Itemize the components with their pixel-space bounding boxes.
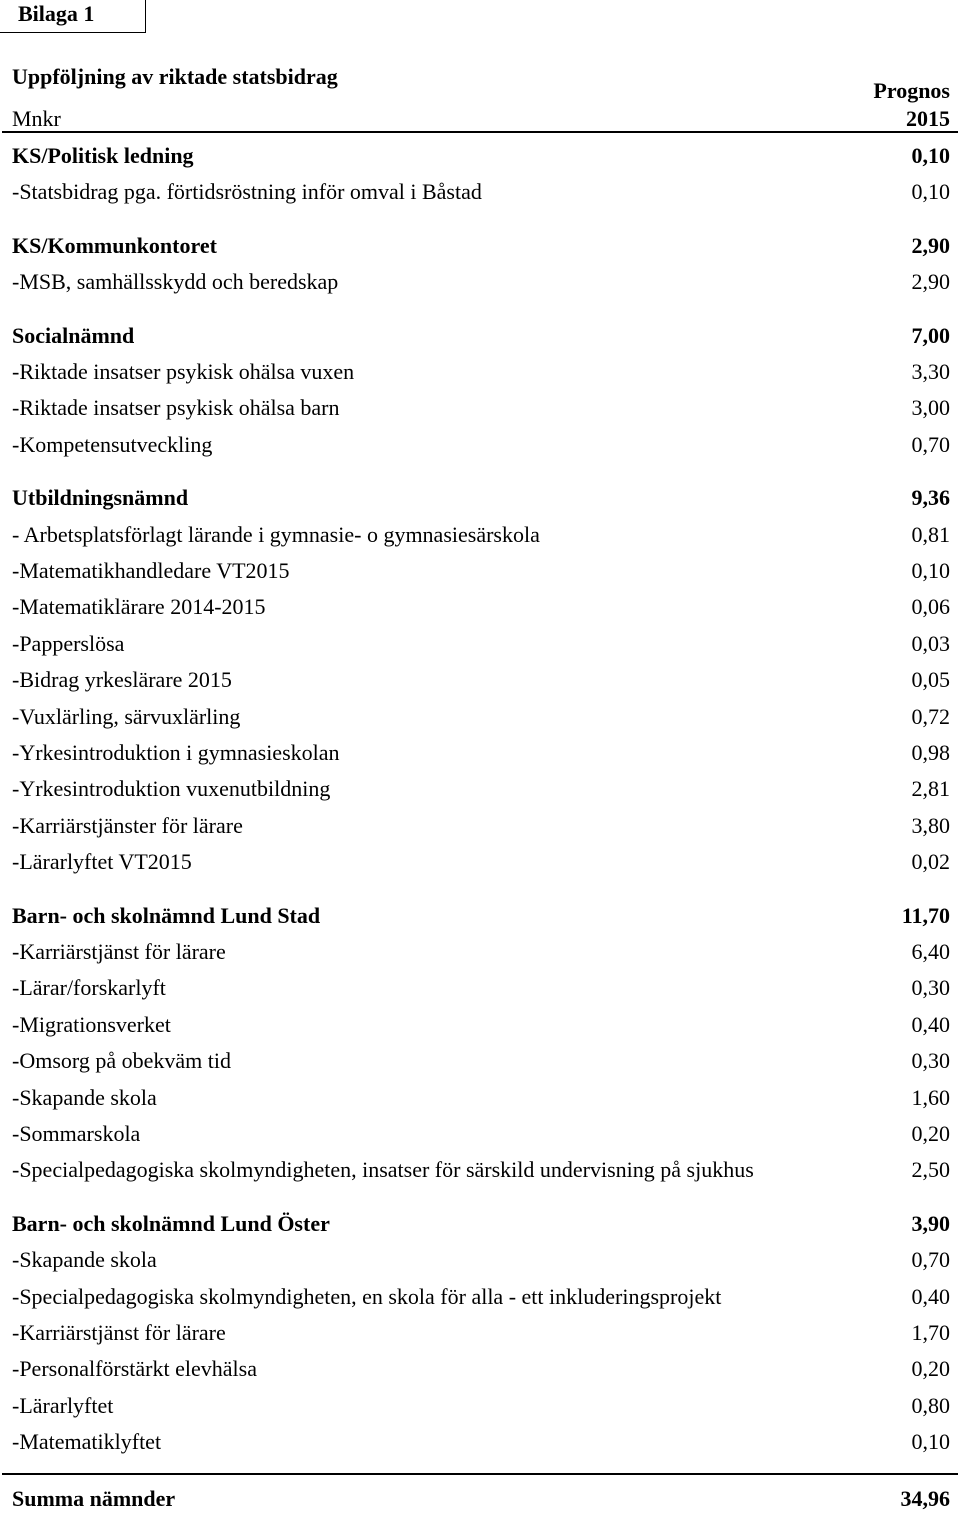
grant-item-value: 0,80 (911, 1392, 950, 1418)
grant-item-label: -Yrkesintroduktion i gymnasieskolan (12, 740, 340, 765)
summary-row (12, 1484, 950, 1514)
grant-item-value: 0,02 (911, 849, 950, 875)
grant-item-label: -Statsbidrag pga. förtidsröstning inför omval i Båstad (12, 179, 482, 205)
grant-item-value: 0,98 (911, 740, 950, 765)
grant-item-label: -MSB, samhällsskydd och beredskap (12, 269, 339, 295)
grant-item-value: 0,70 (911, 431, 950, 457)
grant-item-label: -Yrkesintroduktion vuxenutbildning (12, 776, 331, 802)
grant-item-row (12, 738, 950, 768)
group-name: KS/Kommunkontoret (12, 232, 217, 258)
grant-item-label: -Kompetensutveckling (12, 431, 213, 457)
summary-value: 34,96 (900, 1486, 950, 1511)
grant-item-row (12, 937, 950, 967)
group-total: 3,90 (911, 1210, 950, 1236)
group-total: 7,00 (911, 322, 950, 348)
grant-item-row (12, 847, 950, 877)
grant-item-row (12, 177, 950, 207)
grant-item-label: - Arbetsplatsförlagt lärande i gymnasie- o gymnasiesärskola (12, 521, 540, 547)
group-name: Socialnämnd (12, 322, 135, 348)
grant-item-label: -Skapande skola (12, 1247, 157, 1273)
grant-item-row (12, 1427, 950, 1457)
grant-item-row (12, 1391, 950, 1421)
grant-item-row (12, 1282, 950, 1312)
grant-item-label: -Matematikhandledare VT2015 (12, 558, 290, 583)
group-total: 2,90 (911, 232, 950, 258)
document-title: Uppföljning av riktade statsbidrag (12, 64, 338, 89)
grant-item-value: 0,10 (911, 179, 950, 205)
grant-item-value: 0,06 (911, 594, 950, 620)
grant-item-label: -Vuxlärling, särvuxlärling (12, 703, 241, 729)
grant-item-row (12, 556, 950, 586)
group-name: Utbildningsnämnd (12, 485, 189, 511)
grant-item-row (12, 973, 950, 1003)
grant-item-label: -Omsorg på obekväm tid (12, 1048, 231, 1074)
grant-item-value: 0,10 (911, 1429, 950, 1455)
grant-item-label: -Specialpedagogiska skolmyndigheten, insatser för särskild undervisning på sjukhus (12, 1157, 754, 1183)
group-header-row (12, 483, 950, 513)
group-header-row (12, 901, 950, 931)
grant-item-value: 0,81 (911, 521, 950, 547)
group-total: 0,10 (911, 143, 950, 168)
grant-item-row (12, 1046, 950, 1076)
grant-item-label: -Personalförstärkt elevhälsa (12, 1356, 257, 1382)
grant-item-row (12, 629, 950, 659)
grant-item-row (12, 592, 950, 622)
grant-item-row (12, 1083, 950, 1113)
grant-item-value: 2,50 (911, 1157, 950, 1183)
grant-item-value: 0,20 (911, 1121, 950, 1146)
grant-item-label: -Riktade insatser psykisk ohälsa barn (12, 395, 340, 421)
grant-item-row (12, 774, 950, 804)
group-header-row (12, 321, 950, 351)
column-header-year: 2015 (906, 106, 950, 131)
grant-item-value: 0,30 (911, 975, 950, 1001)
grant-item-value: 0,20 (911, 1356, 950, 1382)
grant-item-value: 3,30 (911, 359, 950, 384)
grant-item-value: 0,72 (911, 703, 950, 729)
grant-item-value: 1,60 (911, 1084, 950, 1110)
grant-item-label: -Karriärstjänst för lärare (12, 1320, 226, 1345)
grant-item-value: 3,80 (911, 812, 950, 838)
grant-item-label: -Karriärstjänster för lärare (12, 812, 243, 838)
grant-item-value: 0,70 (911, 1247, 950, 1273)
grant-item-label: -Papperslösa (12, 630, 125, 656)
grant-item-label: -Sommarskola (12, 1121, 141, 1146)
group-name: KS/Politisk ledning (12, 143, 194, 168)
grant-item-value: 3,00 (911, 395, 950, 421)
summary-divider (2, 1473, 958, 1475)
grant-item-value: 1,70 (911, 1320, 950, 1345)
grant-item-value: 0,05 (911, 667, 950, 693)
grant-item-value: 0,40 (911, 1011, 950, 1037)
group-total: 11,70 (901, 902, 950, 928)
grant-item-row (12, 1010, 950, 1040)
grant-item-row (12, 393, 950, 423)
grant-item-row (12, 267, 950, 297)
grant-item-row (12, 1155, 950, 1185)
group-name: Barn- och skolnämnd Lund Öster (12, 1210, 330, 1236)
grant-item-label: -Matematiklärare 2014-2015 (12, 594, 266, 620)
grant-item-value: 2,90 (911, 269, 950, 295)
grant-item-row (12, 520, 950, 550)
grant-item-row (12, 665, 950, 695)
grant-item-value: 0,10 (911, 558, 950, 583)
grant-item-row (12, 1318, 950, 1348)
summary-label: Summa nämnder (12, 1486, 176, 1511)
group-header-row (12, 141, 950, 171)
grant-item-label: -Lärarlyftet (12, 1392, 114, 1418)
unit-label: Mnkr (12, 106, 61, 131)
grant-item-label: -Riktade insatser psykisk ohälsa vuxen (12, 359, 355, 384)
grant-item-value: 0,40 (911, 1283, 950, 1309)
group-total: 9,36 (911, 485, 950, 511)
grant-item-row (12, 702, 950, 732)
grant-item-value: 2,81 (911, 776, 950, 802)
grant-item-row (12, 811, 950, 841)
attachment-label: Bilaga 1 (0, 0, 146, 33)
group-header-row (12, 1209, 950, 1239)
grant-item-label: -Specialpedagogiska skolmyndigheten, en skola för alla - ett inkluderingsprojekt (12, 1283, 722, 1309)
grant-item-label: -Karriärstjänst för lärare (12, 939, 226, 964)
grant-item-label: -Matematiklyftet (12, 1429, 162, 1455)
grant-item-label: -Lärar/forskarlyft (12, 975, 166, 1001)
grant-item-label: -Migrationsverket (12, 1011, 171, 1037)
group-header-row (12, 231, 950, 261)
grant-item-row (12, 357, 950, 387)
grant-item-row (12, 430, 950, 460)
grant-item-label: -Skapande skola (12, 1084, 157, 1110)
grant-item-row (12, 1119, 950, 1149)
grant-item-row (12, 1245, 950, 1275)
group-name: Barn- och skolnämnd Lund Stad (12, 902, 321, 928)
grant-item-row (12, 1354, 950, 1384)
grant-item-label: -Bidrag yrkeslärare 2015 (12, 667, 232, 693)
grant-item-label: -Lärarlyftet VT2015 (12, 849, 192, 875)
column-header-prognos: Prognos (873, 78, 950, 103)
grant-item-value: 6,40 (911, 939, 950, 964)
grant-item-value: 0,03 (911, 630, 950, 656)
grant-item-value: 0,30 (911, 1048, 950, 1074)
